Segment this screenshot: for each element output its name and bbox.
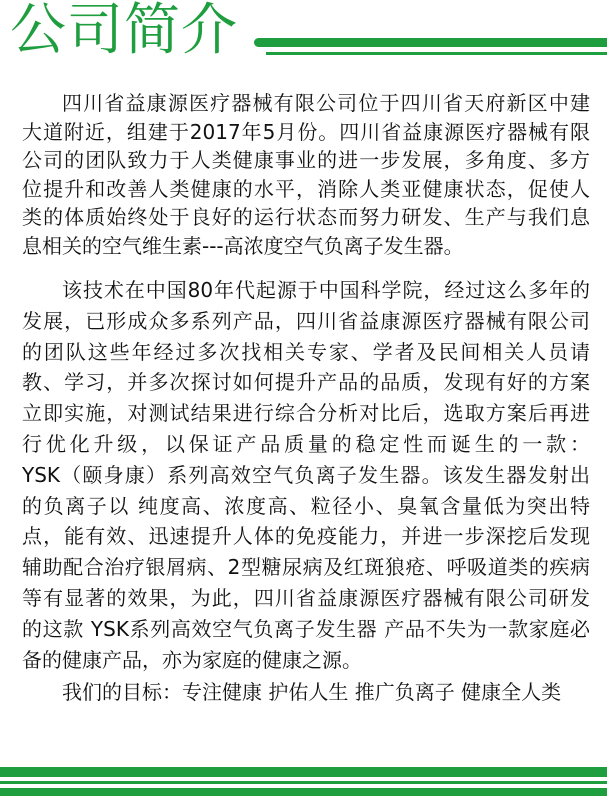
text-line: 辅助配合治疗银屑病、2型糖尿病及红斑狼疮、呼吸道类的疾病: [22, 555, 590, 580]
intro-paragraph-1: [22, 89, 590, 260]
text-line: 教、学习，并多次探讨如何提升产品的品质，发现有好的方案: [22, 370, 590, 395]
text-line: YSK（颐身康）系列高效空气负离子发生器。该发生器发射出: [22, 462, 590, 487]
goal-statement: [22, 677, 590, 707]
text-line: 点，能有效、迅速提升人体的免疫能力，并进一步深挖后发现: [22, 524, 590, 549]
page-title: 公司简介: [10, 0, 238, 63]
text-line: 的负离子以 纯度高、浓度高、粒径小、臭氧含量低为突出特: [22, 493, 590, 518]
footer-decor-bar-top: [0, 767, 607, 777]
text-line: 备的健康产品，亦为家庭的健康之源。: [22, 647, 362, 672]
title-decor-bar-thin: [266, 52, 607, 55]
text-line: 公司的团队致力于人类健康事业的进一步发展，多角度、多方: [22, 148, 590, 172]
text-line: 的团队这些年经过多次找相关专家、学者及民间相关人员请: [22, 339, 590, 364]
intro-paragraph-2: [22, 275, 590, 675]
text-line: 息相关的空气维生素---高浓度空气负离子发生器。: [22, 233, 464, 258]
text-line: 类的体质始终处于良好的运行状态而努力研发、生产与我们息: [22, 205, 590, 229]
text-line: 我们的目标：专注健康 护佑人生 推广负离子 健康全人类: [62, 680, 562, 704]
text-line: 大道附近，组建于2017年5月份。四川省益康源医疗器械有限: [22, 119, 590, 144]
text-line: 位提升和改善人类健康的水平，消除人类亚健康状态，促使人: [22, 176, 590, 201]
text-line: 立即实施，对测试结果进行综合分析对比后，选取方案后再进: [22, 401, 590, 426]
title-decor-bar-thick: [254, 38, 607, 47]
text-line: 发展，已形成众多系列产品，四川省益康源医疗器械有限公司: [22, 308, 590, 333]
text-line: 行优化升级，以保证产品质量的稳定性而诞生的一款：: [22, 431, 590, 456]
footer-decor-bar-bottom: [0, 788, 607, 796]
text-line: 四川省益康源医疗器械有限公司位于四川省天府新区中建: [62, 91, 590, 115]
text-line: 等有显著的效果，为此，四川省益康源医疗器械有限公司研发: [22, 585, 590, 610]
footer-decor-bar-thin: [0, 781, 607, 784]
text-line: 的这款 YSK系列高效空气负离子发生器 产品不失为一款家庭必: [22, 616, 590, 641]
text-line: 该技术在中国80年代起源于中国科学院，经过这么多年的: [62, 278, 590, 302]
